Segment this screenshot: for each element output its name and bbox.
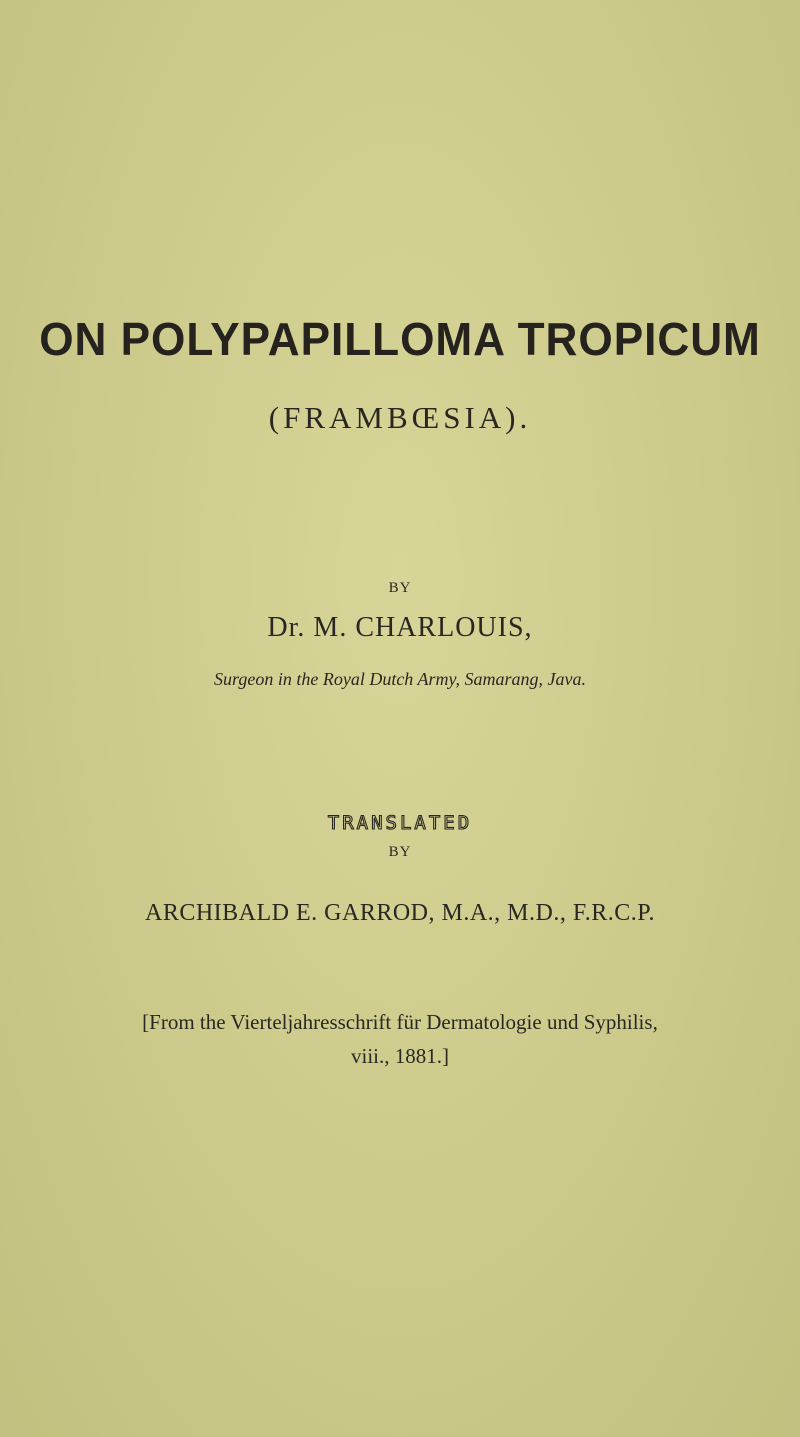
- book-subtitle: (FRAMBŒSIA).: [268, 400, 532, 435]
- author-affiliation: Surgeon in the Royal Dutch Army, Samarang, Java.: [214, 669, 586, 689]
- author-name: Dr. M. CHARLOUIS,: [267, 612, 533, 643]
- translator-name: ARCHIBALD E. GARROD, M.A., M.D., F.R.C.P.: [145, 900, 655, 926]
- translated-label: TRANSLATED: [327, 812, 473, 834]
- source-note-line-1: [From the Vierteljahresschrift für Dermatologie und Syphilis,: [142, 1010, 658, 1034]
- source-note-line-2: viii., 1881.]: [351, 1044, 449, 1068]
- by-label-2: BY: [388, 844, 412, 860]
- by-label: BY: [388, 580, 412, 596]
- book-title: ON POLYPAPILLOMA TROPICUM: [39, 313, 761, 365]
- translated-label-container: [0, 812, 800, 834]
